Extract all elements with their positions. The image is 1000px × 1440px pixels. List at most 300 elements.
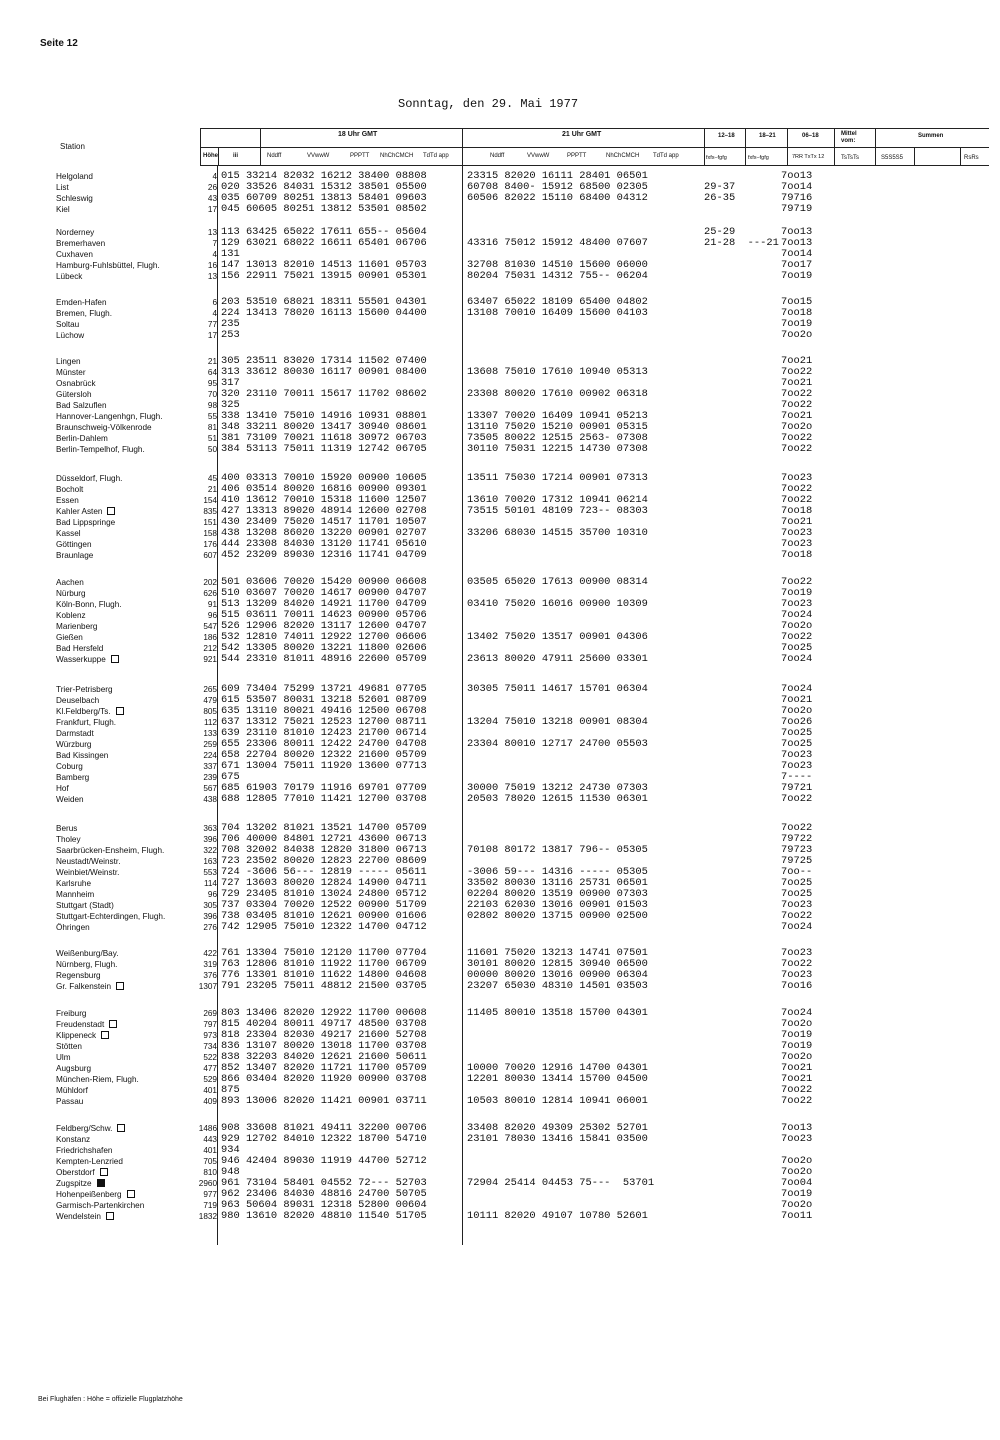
station-name [56,238,105,249]
station-label: Kl.Feldberg/Ts. [56,707,111,716]
station-name [56,182,69,193]
col18-ppptt: PPPTT [350,153,370,159]
obs-21utc: 80204 75031 14312 755-- 06204 [467,270,648,282]
obs-18utc: 836 13107 80020 13018 11700 03708 [221,1040,427,1052]
daily-mean-code: 7oo22 [781,793,813,805]
station-height: 396 [203,835,217,844]
station-name [56,577,84,588]
station-name [56,550,93,561]
station-height: 443 [203,1135,217,1144]
mountain-station-square-icon [106,1212,114,1220]
daily-mean-code: 7oo19 [781,318,813,330]
station-height: 305 [203,901,217,910]
obs-21utc: 02802 80020 13715 00900 02500 [467,910,648,922]
station-label: Mühldorf [56,1086,88,1095]
obs-21utc: 30305 75011 14617 15701 06304 [467,683,648,695]
station-height: 186 [203,633,217,642]
station-height: 91 [207,600,217,609]
obs-18utc: 147 13013 82010 14513 11601 05703 [221,259,427,271]
sub-fxfx-1: fxfx–fgfg [706,155,727,161]
station-name [56,193,93,204]
station-height: 269 [203,1009,217,1018]
obs-21utc: 23613 80020 47911 25600 03301 [467,653,648,665]
obs-18utc: 893 13006 82020 11421 00901 03711 [221,1095,427,1107]
station-height: 363 [203,824,217,833]
station-height: 50 [207,445,217,454]
daily-mean-code: 7oo22 [781,443,813,455]
station-name [56,444,145,455]
sub-fxfx-2: fxfx–fgfg [748,155,769,161]
daily-mean-code: 7oo19 [781,1029,813,1041]
daily-mean-code: 79723 [781,844,813,856]
daily-mean-code: 7oo26 [781,716,813,728]
station-label: Bremen, Flugh. [56,309,112,318]
station-name [56,621,97,632]
station-name [56,761,83,772]
daily-mean-code: 7oo22 [781,494,813,506]
obs-21utc: -3006 59--- 14316 ----- 05305 [467,866,648,878]
obs-18utc: 113 63425 65022 17611 655-- 05604 [221,226,427,238]
obs-18utc: 637 13312 75021 12523 12700 08711 [221,716,427,728]
station-name [56,433,108,444]
station-height: 479 [203,696,217,705]
station-height: 43 [207,194,217,203]
daily-mean-code: 7oo18 [781,505,813,517]
station-label: Würzburg [56,740,92,749]
daily-mean-code: 7oo21 [781,516,813,528]
station-height: 98 [207,401,217,410]
daily-mean-code: 7oo23 [781,538,813,550]
station-label: Freudenstadt [56,1020,105,1029]
station-label: Darmstadt [56,729,94,738]
station-label: Aachen [56,578,84,587]
summen-header: Summen [918,133,944,139]
obs-21utc: 23304 80010 12717 24700 05503 [467,738,648,750]
station-label: Köln-Bonn, Flugh. [56,600,122,609]
col18-nddff: Nddff [267,153,282,159]
station-height: 239 [203,773,217,782]
station-name [56,1030,109,1041]
station-height: 13 [207,272,217,281]
obs-18utc: 129 63021 68022 16611 65401 06706 [221,237,427,249]
station-height: 151 [203,518,217,527]
station-name [56,823,77,834]
daily-mean-code: 7oo23 [781,899,813,911]
station-height: 17 [207,205,217,214]
station-label: München-Riem, Flugh. [56,1075,139,1084]
obs-18utc: 639 23110 81010 12423 21700 06714 [221,727,427,739]
station-name [56,367,86,378]
obs-18utc: 253 [221,329,240,341]
station-label: Münster [56,368,86,377]
station-label: Gütersloh [56,390,92,399]
station-label: Hof [56,784,69,793]
station-height: 438 [203,795,217,804]
station-height: 154 [203,496,217,505]
daily-mean-code: 7oo13 [781,226,813,238]
station-label: Bad Kissingen [56,751,109,760]
obs-21utc: 70108 80172 13817 796-- 05305 [467,844,648,856]
daily-mean-code: 7oo21 [781,1062,813,1074]
station-label: Bad Lippspringe [56,518,116,527]
station-height: 409 [203,1097,217,1106]
obs-18utc: 704 13202 81021 13521 14700 05709 [221,822,427,834]
station-name [56,484,83,495]
station-height: 973 [203,1031,217,1040]
obs-21utc: 13204 75010 13218 00901 08304 [467,716,648,728]
station-name [56,1156,123,1167]
station-height: 133 [203,729,217,738]
station-height: 176 [203,540,217,549]
gust-range: 26-35 [704,192,736,204]
station-height: 21 [207,357,217,366]
station-name [56,856,120,867]
daily-mean-code: 7oo15 [781,296,813,308]
obs-21utc: 23315 82020 16111 28401 06501 [467,170,648,182]
station-height: 51 [207,434,217,443]
footnote: Bei Flughäfen : Höhe = offizielle Flugplatzhöhe [38,1396,183,1403]
station-name [56,845,164,856]
daily-mean-code: 7oo-- [781,866,813,878]
col18-clouds: NhChCMCH [380,153,414,159]
station-name [56,706,124,717]
daily-mean-code: 7oo21 [781,1073,813,1085]
station-name [56,171,93,182]
daily-mean-code: 7oo2o [781,1018,813,1030]
station-height: 1486 [198,1124,217,1133]
daily-mean-code: 7oo19 [781,587,813,599]
station-name [56,772,89,783]
station-height: 224 [203,751,217,760]
obs-21utc: 22103 62030 13016 00901 01503 [467,899,648,911]
obs-21utc: 13110 75020 15210 00901 05315 [467,421,648,433]
station-label: Frankfurt, Flugh. [56,718,117,727]
obs-21utc: 20503 78020 12615 11530 06301 [467,793,648,805]
station-height: 64 [207,368,217,377]
station-label: Marienberg [56,622,98,631]
station-name [56,1052,71,1063]
obs-18utc: 723 23502 80020 12823 22700 08609 [221,855,427,867]
col21-tdtd: TdTd app [653,153,679,159]
obs-18utc: 427 13313 89020 48914 12600 02708 [221,505,427,517]
station-label: Cuxhaven [56,250,93,259]
group-21-header: 21 Uhr GMT [562,131,602,138]
station-label: Norderney [56,228,95,237]
obs-18utc: 020 33526 84031 15312 38501 05500 [221,181,427,193]
obs-18utc: 980 13610 82020 48810 11540 51705 [221,1210,427,1222]
daily-mean-code: 7oo14 [781,181,813,193]
filled-square-icon [97,1179,105,1187]
obs-18utc: 348 33211 80020 13417 30940 08601 [221,421,427,433]
station-height: 202 [203,578,217,587]
station-label: Emden-Hafen [56,298,107,307]
obs-18utc: 320 23110 70011 15617 11702 08602 [221,388,427,400]
station-label: Saarbrücken-Ensheim, Flugh. [56,846,165,855]
daily-mean-code: 7oo11 [781,1210,813,1222]
station-name [56,249,93,260]
daily-mean-code: 7oo24 [781,609,813,621]
obs-21utc: 60506 82022 15110 68400 04312 [467,192,648,204]
station-name [56,750,108,761]
station-name [56,1063,91,1074]
station-label: Feldberg/Schw. [56,1124,113,1133]
obs-21utc: 30101 80020 12815 30940 06500 [467,958,648,970]
daily-mean-code: 7oo13 [781,170,813,182]
date-line: Sonntag, den 29. Mai 1977 [398,97,579,111]
obs-18utc: 866 03404 82020 11920 00900 03708 [221,1073,427,1085]
obs-18utc: 305 23511 83020 17314 11502 07400 [221,355,427,367]
station-height: 2960 [198,1179,217,1188]
station-label: Gießen [56,633,83,642]
station-height: 21 [207,485,217,494]
obs-18utc: 688 12805 77010 11421 12700 03708 [221,793,427,805]
station-label: Coburg [56,762,83,771]
station-name [56,643,103,654]
station-height: 7 [212,239,217,248]
daily-mean-code: 7oo17 [781,259,813,271]
station-height: 26 [207,183,217,192]
station-label: Karlsruhe [56,879,92,888]
station-name [56,922,90,933]
station-label: Berlin-Dahlem [56,434,108,443]
obs-21utc: 13108 70010 16409 15600 04103 [467,307,648,319]
daily-mean-code: 7oo21 [781,355,813,367]
obs-18utc: 400 03313 70010 15920 00900 10605 [221,472,427,484]
station-height: 114 [203,879,217,888]
station-label: Braunschweig-Völkenrode [56,423,152,432]
obs-18utc: 675 [221,771,240,783]
station-label: Stuttgart-Echterdingen, Flugh. [56,912,166,921]
station-label: Hannover-Langenhgn, Flugh. [56,412,163,421]
station-name [56,1167,108,1178]
daily-mean-code: 7oo25 [781,877,813,889]
station-name [56,330,84,341]
obs-21utc: 13511 75030 17214 00901 07313 [467,472,648,484]
station-height: 567 [203,784,217,793]
station-name [56,517,115,528]
period-06-18-header: 06–18 [802,133,819,139]
daily-mean-code: 7oo18 [781,307,813,319]
station-height: 1832 [198,1212,217,1221]
group-18-header: 18 Uhr GMT [338,131,378,138]
daily-mean-code: 7oo22 [781,576,813,588]
station-name [56,411,163,422]
station-name [56,1085,88,1096]
station-name [56,378,96,389]
daily-mean-code: 7oo19 [781,270,813,282]
station-height: 810 [203,1168,217,1177]
station-name [56,1211,114,1222]
daily-mean-code: 7oo19 [781,1040,813,1052]
station-name [56,1008,87,1019]
station-height: 96 [207,890,217,899]
obs-21utc: 43316 75012 15912 48400 07607 [467,237,648,249]
obs-18utc: 444 23308 84030 13120 11741 05610 [221,538,427,550]
station-height: 4 [212,309,217,318]
mountain-station-square-icon [111,655,119,663]
station-name [56,959,117,970]
station-label: Göttingen [56,540,92,549]
mountain-station-square-icon [107,507,115,515]
station-height: 70 [207,390,217,399]
station-name [56,1096,83,1107]
daily-mean-code: 7oo23 [781,527,813,539]
station-height: 553 [203,868,217,877]
station-name [56,1123,125,1134]
obs-18utc: 655 23306 80011 12422 24700 04708 [221,738,427,750]
station-height: 607 [203,551,217,560]
obs-21utc: 03410 75020 16016 00900 10309 [467,598,648,610]
station-name [56,889,94,900]
station-label: Friedrichshafen [56,1146,113,1155]
daily-mean-code: 7oo21 [781,377,813,389]
station-height: 547 [203,622,217,631]
obs-18utc: 615 53507 80031 13218 52601 08709 [221,694,427,706]
daily-mean-code: 7oo2o [781,329,813,341]
station-height: 212 [203,644,217,653]
daily-mean-code: 7oo22 [781,399,813,411]
daily-mean-code: 7oo04 [781,1177,813,1189]
obs-21utc: 13608 75010 17610 10940 05313 [467,366,648,378]
daily-mean-code: 7oo25 [781,888,813,900]
station-label: Trier-Petrisberg [56,685,113,694]
station-height: 921 [203,655,217,664]
station-label: Nürburg [56,589,86,598]
station-name [56,834,81,845]
col21-ppptt: PPPTT [567,153,587,159]
obs-18utc: 737 03304 70020 12522 00900 51709 [221,899,427,911]
station-name [56,878,91,889]
station-height: 6 [212,298,217,307]
station-label: Konstanz [56,1135,91,1144]
obs-18utc: 532 12810 74011 12922 12700 06606 [221,631,427,643]
station-name [56,717,116,728]
obs-18utc: 513 13209 84020 14921 11700 04709 [221,598,427,610]
daily-mean-code: 7oo25 [781,727,813,739]
gust-range: 25-29 [704,226,736,238]
station-height: 55 [207,412,217,421]
station-header: Station [60,142,85,151]
obs-21utc: 33408 82020 49309 25302 52701 [467,1122,648,1134]
obs-18utc: 131 [221,248,240,260]
daily-mean-code: 79721 [781,782,813,794]
station-height: 4 [212,172,217,181]
station-label: Koblenz [56,611,86,620]
station-label: Weinbiet/Weinstr. [56,868,120,877]
obs-21utc: 33502 80030 13116 25731 06501 [467,877,648,889]
station-name [56,495,79,506]
obs-21utc: 13307 70020 16409 10941 05213 [467,410,648,422]
obs-18utc: 515 03611 70011 14623 00900 05706 [221,609,427,621]
obs-21utc: 13402 75020 13517 00901 04306 [467,631,648,643]
station-height: 112 [203,718,217,727]
mountain-station-square-icon [100,1168,108,1176]
obs-18utc: 035 60709 80251 13813 58401 09603 [221,192,427,204]
obs-21utc: 10111 82020 49107 10780 52601 [467,1210,648,1222]
obs-21utc: 02204 80020 13519 00900 07303 [467,888,648,900]
station-height: 401 [203,1086,217,1095]
obs-18utc: 934 [221,1144,240,1156]
obs-21utc: 32708 81030 14510 15600 06000 [467,259,648,271]
daily-mean-code: 7oo24 [781,1007,813,1019]
station-label: Öhringen [56,923,90,932]
station-height: 13 [207,228,217,237]
station-label: Deuselbach [56,696,100,705]
obs-18utc: 430 23409 75020 14517 11701 10507 [221,516,427,528]
station-height: 422 [203,949,217,958]
station-height: 734 [203,1042,217,1051]
daily-mean-code: 7oo16 [781,980,813,992]
station-height: 96 [207,611,217,620]
obs-18utc: 791 23205 75011 48812 21500 03705 [221,980,427,992]
obs-21utc: 11405 80010 13518 15700 04301 [467,1007,648,1019]
station-height: 477 [203,1064,217,1073]
station-name [56,297,107,308]
station-label: Neustadt/Weinstr. [56,857,121,866]
station-name [56,271,82,282]
obs-18utc: 852 13407 82020 11721 11700 05709 [221,1062,427,1074]
daily-mean-code: 7oo24 [781,683,813,695]
obs-21utc: 12201 80030 13414 15700 04500 [467,1073,648,1085]
station-label: Augsburg [56,1064,92,1073]
daily-mean-code: 7oo22 [781,388,813,400]
max-gust-12-18-header: 12–18 [718,133,735,139]
station-label: Helgoland [56,172,93,181]
obs-21utc: 23101 78030 13416 15841 03500 [467,1133,648,1145]
daily-mean-code: 79716 [781,192,813,204]
sub-7rr: 7RR TxTx 12 [792,154,825,160]
station-height: 265 [203,685,217,694]
station-height: 376 [203,971,217,980]
obs-21utc: 60708 8400- 15912 68500 02305 [467,181,648,193]
obs-18utc: 235 [221,318,240,330]
mittel-header: Mittel vom: [841,131,857,144]
daily-mean-code: 7oo22 [781,483,813,495]
daily-mean-code: 7oo23 [781,598,813,610]
station-height: 163 [203,857,217,866]
daily-mean-code: 79725 [781,855,813,867]
station-name [56,1178,105,1189]
obs-18utc: 724 -3606 56--- 12819 ----- 05611 [221,866,427,878]
station-label: Kassel [56,529,81,538]
hoehe-header: Höhe [203,153,218,159]
daily-mean-code: 7oo2o [781,1155,813,1167]
station-name [56,539,92,550]
station-label: Zugspitze [56,1179,92,1188]
obs-18utc: 438 13208 86020 13220 00901 02707 [221,527,427,539]
station-label: Wasserkuppe [56,655,106,664]
col21-nddff: Nddff [490,153,505,159]
station-height: 835 [203,507,217,516]
station-name [56,400,107,411]
obs-18utc: 776 13301 81010 11622 14800 04608 [221,969,427,981]
station-label: Stötten [56,1042,82,1051]
col21-clouds: NhChCMCH [606,153,640,159]
station-height: 81 [207,423,217,432]
station-label: Nürnberg, Flugh. [56,960,118,969]
station-height: 705 [203,1157,217,1166]
obs-18utc: 384 53113 75011 11319 12742 06705 [221,443,427,455]
obs-18utc: 658 22704 80020 12322 21600 05709 [221,749,427,761]
station-height: 1307 [198,982,217,991]
daily-mean-code: 7oo22 [781,432,813,444]
obs-18utc: 875 [221,1084,240,1096]
station-name [56,1041,82,1052]
station-name [56,528,81,539]
max-gust-18-21-header: 18–21 [759,133,776,139]
daily-mean-code: 7oo2o [781,1051,813,1063]
station-name [56,981,124,992]
